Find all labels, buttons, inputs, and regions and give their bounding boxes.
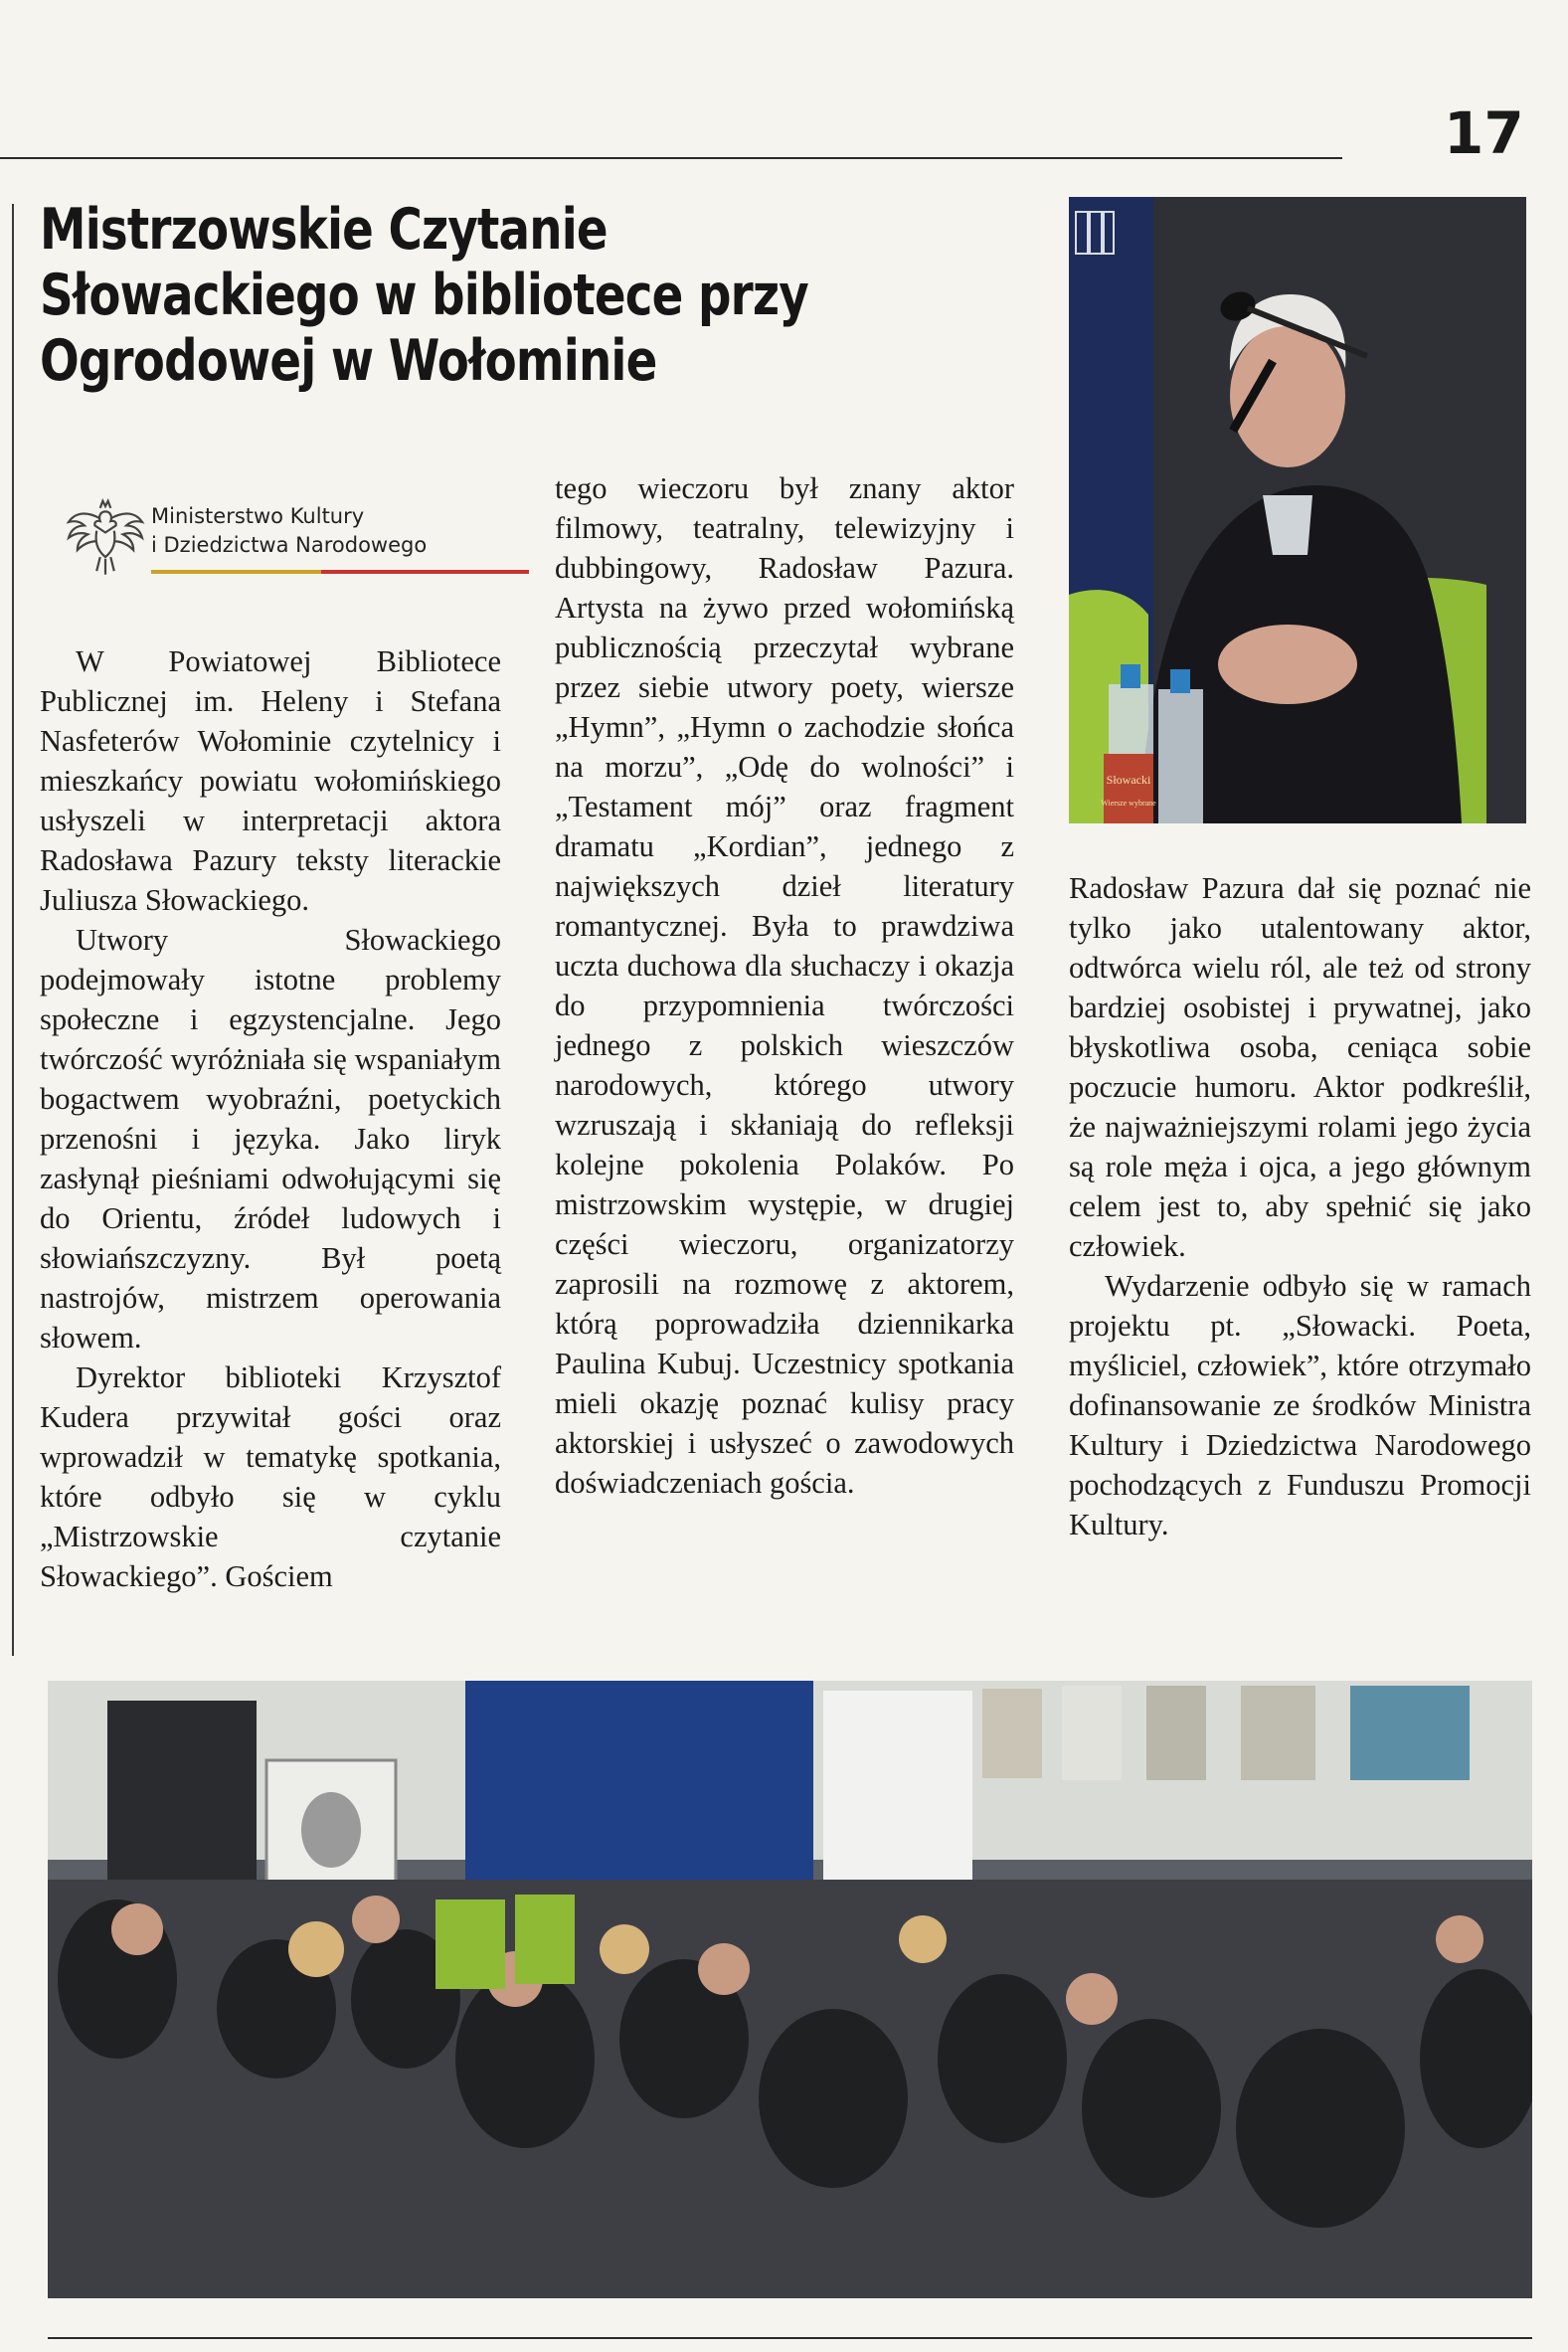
ministry-logo-line2: i Dziedzictwa Narodowego — [151, 533, 428, 557]
ministry-logo-text — [151, 502, 427, 560]
column-2 — [555, 468, 1014, 1503]
column-1-paragraph-3: Dyrektor biblioteki Krzysztof Kudera przywitał gości oraz wprowadził w tematykę spotkania, które odbyło się w cyklu „Mistrzowskie czytanie Słowackiego”. Gościem — [40, 1360, 501, 1593]
column-3-paragraph-1: Radosław Pazura dał się poznać nie tylko jako utalentowany aktor, odtwórca wielu ról, ale też od strony bardziej osobistej i prywatnej, jako błyskotliwa osoba, ceniąca sobie poczucie humoru. Aktor podkreślił, że najważniejszymi rolami jego życia są role męża i ojca, a jego głównym celem jest to, aby spełnić się jako człowiek. — [1069, 871, 1531, 1263]
ministry-logo — [62, 492, 479, 582]
header-rule — [0, 157, 1342, 159]
book-subtitle-text: Wiersze wybrane — [1101, 799, 1156, 808]
article-left-border — [12, 204, 14, 1656]
polish-eagle-icon — [62, 492, 149, 580]
footer-rule — [48, 2337, 1532, 2339]
column-1-paragraph-1: W Powiatowej Bibliotece Publicznej im. Heleny i Stefana Nasfeterów Wołominie czytelnicy i mieszkańcy powiatu wołomińskiego usłyszeli w interpretacji aktora Radosława Pazury teksty literackie Juliusza Słowackiego. — [40, 644, 501, 917]
page-number: 17 — [1444, 99, 1524, 167]
column-1 — [40, 641, 501, 1596]
book-title-text: Słowacki — [1106, 773, 1151, 787]
actor-photo — [1069, 197, 1526, 823]
logo-underline — [151, 570, 529, 574]
article-title: Mistrzowskie Czytanie Słowackiego w bibliotece przy Ogrodowej w Wołominie — [40, 197, 808, 394]
column-3-paragraph-2: Wydarzenie odbyło się w ramach projektu pt. „Słowacki. Poeta, myśliciel, człowiek”, które otrzymało dofinansowanie ze środków Ministra Kultury i Dziedzictwa Narodowego pochodzących z Funduszu Promocji Kultury. — [1069, 1269, 1531, 1541]
event-photo — [48, 1681, 1532, 2298]
column-2-paragraph-1: tego wieczoru był znany aktor filmowy, teatralny, telewizyjny i dubbingowy, Radosław Pazura. Artysta na żywo przed wołomińską publicznością przeczytał wybrane przez siebie utwory poety, wiersze „Hymn”, „Hymn o zachodzie słońca na morzu”, „Odę do wolności” i „Testament mój” oraz fragment dramatu „Kordian”, jednego z największych dzieł literatury romantycznej. Była to prawdziwa uczta duchowa dla słuchaczy i okazja do przypomnienia twórczości jednego z polskich wieszczów narodowych, którego utwory wzruszają i skłaniają do refleksji kolejne pokolenia Polaków. Po mistrzowskim występie, w drugiej części wieczoru, organizatorzy zaprosili na rozmowę z aktorem, którą poprowadziła dziennikarka Paulina Kubuj. Uczestnicy spotkania mieli okazję poznać kulisy pracy aktorskiej i usłyszeć o zawodowych doświadczeniach gościa. — [555, 471, 1014, 1500]
column-1-paragraph-2: Utwory Słowackiego podejmowały istotne problemy społeczne i egzystencjalne. Jego twórczość wyróżniała się wspaniałym bogactwem wyobraźni, poetyckich przenośni i języka. Jako liryk zasłynął pieśniami odwołującymi się do Orientu, źródeł ludowych i słowiańszczyzny. Był poetą nastrojów, mistrzem operowania słowem. — [40, 923, 501, 1355]
ministry-logo-line1: Ministerstwo Kultury — [151, 504, 365, 528]
column-3 — [1069, 868, 1531, 1544]
